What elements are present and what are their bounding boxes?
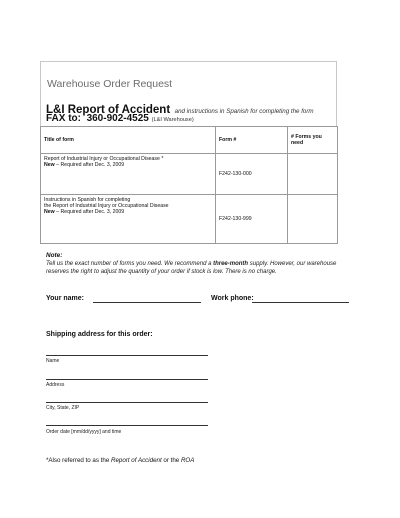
footnote-italic-report: Report of Accident [111,457,162,464]
column-header-title: Title of form [41,127,216,154]
required-text: – Required after Dec. 3, 2009 [54,209,125,215]
form-title-text: Report of Industrial Injury or Occupational Disease * [44,156,164,162]
order-date-caption: Order date [mm/dd/yyyy] and time [46,429,122,435]
your-name-label: Your name: [46,295,84,302]
footnote [46,457,194,464]
table-header-row [41,127,338,154]
name-line[interactable] [46,355,208,356]
fax-note: (L&I Warehouse) [151,117,194,123]
quantity-input-cell[interactable] [288,154,338,195]
name-caption: Name [46,358,60,364]
form-title: Warehouse Order Request [47,78,173,90]
table-row [41,154,338,195]
form-title-text: the Report of Industrial Injury or Occupational Disease [44,203,169,209]
address-caption: Address [46,382,65,388]
note-text [46,260,346,276]
new-label: New [44,162,55,168]
shipping-label: Shipping address for this order: [46,331,153,338]
form-title-cell [41,154,216,195]
quantity-input-cell[interactable] [288,195,338,244]
form-new-line [44,162,212,168]
footnote-mid: or the [161,457,181,464]
form-number-cell: F242-130-000 [216,154,288,195]
form-title-cell [41,195,216,244]
your-name-field[interactable] [93,302,201,303]
order-date-line[interactable] [46,425,208,426]
form-title-text: Instructions in Spanish for completing [44,197,131,203]
city-state-zip-line[interactable] [46,402,208,403]
footnote-start: *Also referred to as the [46,457,112,464]
city-state-zip-caption: City, State, ZIP [46,405,80,411]
footnote-italic-roa: ROA [180,457,195,464]
note-emphasis: three-month [213,261,249,267]
form-new-line [44,209,212,215]
required-text: – Required after Dec. 3, 2009 [54,162,125,168]
work-phone-label: Work phone: [211,295,254,302]
new-label: New [44,209,55,215]
note-heading: Note: [46,252,63,259]
fax-number: 360-902-4525 [86,113,149,124]
order-table [40,126,338,244]
column-header-quantity: # Forms you need [288,127,338,154]
fax-label: FAX to: [46,113,81,124]
address-line[interactable] [46,379,208,380]
report-subtitle: and instructions in Spanish for completing the form [174,108,314,115]
table-row [41,195,338,244]
note-text-end: supply. However, our warehouse reserves the right to adjust the quantity of your order if stock is low. There is no charge. [46,261,337,276]
note-text-start: Tell us the exact number of forms you need. We recommend a [46,261,214,267]
column-header-form-number: Form # [216,127,288,154]
report-title: L&I Report of Accident [46,104,171,116]
form-number-cell: F242-130-999 [216,195,288,244]
fax-line [46,113,194,124]
work-phone-field[interactable] [252,302,349,303]
